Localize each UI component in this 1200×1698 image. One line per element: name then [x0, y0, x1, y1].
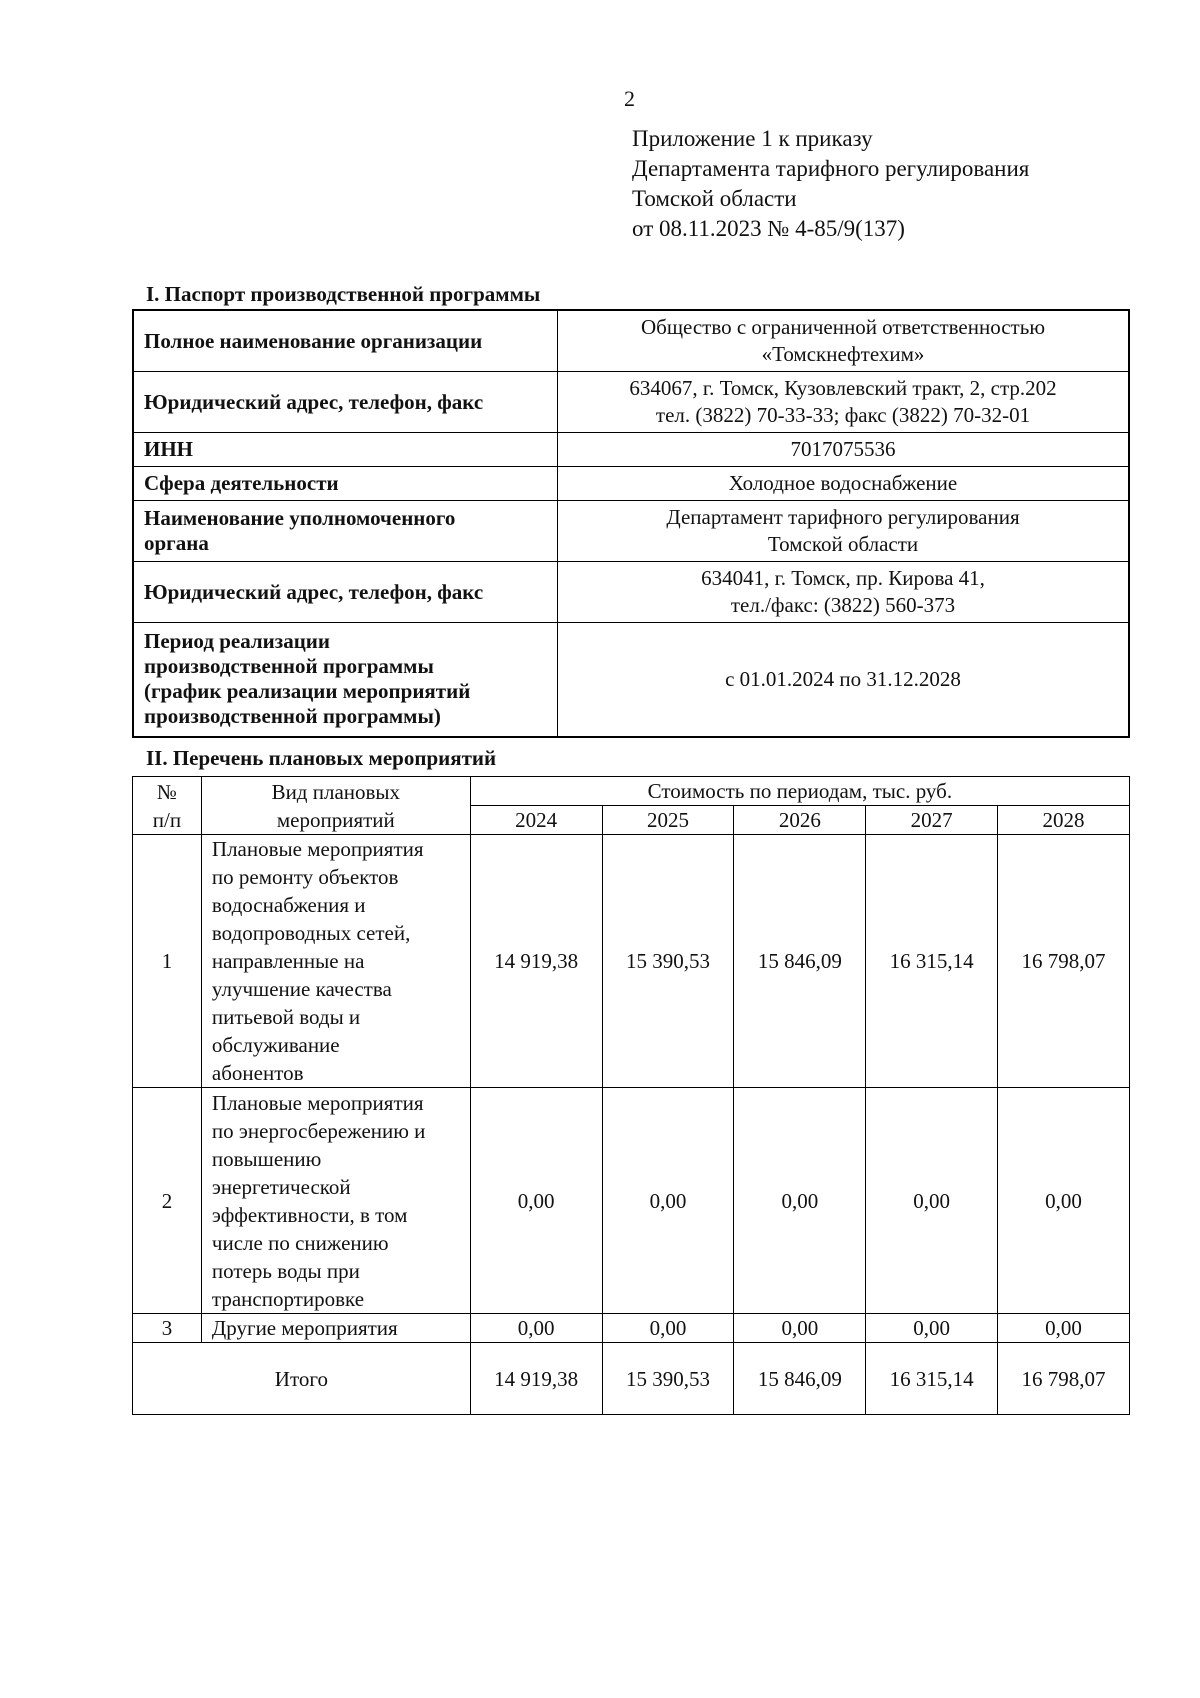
- year-header: 2024: [470, 806, 602, 835]
- cost-cell: 0,00: [470, 1088, 602, 1314]
- passport-value: [558, 562, 1130, 623]
- passport-value: [558, 501, 1130, 562]
- total-cell: 15 390,53: [602, 1343, 734, 1415]
- value-line: Общество с ограниченной ответственностью: [640, 315, 1046, 339]
- passport-label: Сфера деятельности: [133, 467, 558, 501]
- desc-line: эффективности, в том: [211, 1202, 408, 1227]
- cost-cell: 0,00: [602, 1088, 734, 1314]
- cost-cell: 16 798,07: [998, 835, 1130, 1088]
- cost-header: Стоимость по периодам, тыс. руб.: [470, 777, 1129, 806]
- section-1-title: I. Паспорт производственной программы: [146, 282, 541, 306]
- desc-line: Плановые мероприятия: [211, 837, 424, 861]
- cost-cell: 0,00: [602, 1314, 734, 1343]
- passport-value: [558, 310, 1130, 372]
- row-number: 2: [133, 1088, 202, 1314]
- desc-line: направленные на: [211, 949, 365, 973]
- label-line: Наименование уполномоченного: [144, 506, 456, 530]
- value-line: 7017075536: [790, 437, 896, 461]
- passport-row: [133, 433, 1129, 467]
- passport-value: [558, 433, 1130, 467]
- cost-cell: 0,00: [866, 1314, 998, 1343]
- year-header: 2028: [998, 806, 1130, 835]
- desc-line: питьевой воды и: [211, 1005, 361, 1029]
- passport-label: Полное наименование организации: [133, 310, 558, 372]
- cost-cell: 0,00: [866, 1088, 998, 1314]
- type-header: [201, 777, 470, 835]
- passport-value: [558, 467, 1130, 501]
- year-header: 2027: [866, 806, 998, 835]
- desc-line: абонентов: [211, 1061, 304, 1085]
- type-header-line: Вид плановых: [271, 779, 401, 804]
- table-row: [133, 1314, 1130, 1343]
- value-line: тел. (3822) 70-33-33; факс (3822) 70-32-01: [655, 403, 1031, 427]
- cost-cell: 0,00: [998, 1088, 1130, 1314]
- passport-row: [133, 372, 1129, 433]
- num-header-line: п/п: [152, 807, 182, 832]
- year-header: 2025: [602, 806, 734, 835]
- appendix-date-number: от 08.11.2023 № 4-85/9(137): [632, 216, 905, 241]
- cost-cell: 0,00: [734, 1088, 866, 1314]
- label-line: производственной программы: [144, 654, 434, 679]
- appendix-line: Приложение 1 к приказу: [632, 126, 873, 151]
- label-line: производственной программы): [144, 704, 441, 729]
- desc-line: обслуживание: [211, 1033, 340, 1057]
- value-line: тел./факс: (3822) 560-373: [730, 593, 956, 617]
- passport-row: [133, 623, 1129, 737]
- section-2-title: II. Перечень плановых мероприятий: [146, 746, 497, 770]
- cost-cell: 0,00: [470, 1314, 602, 1343]
- desc-line: водопроводных сетей,: [211, 921, 411, 945]
- passport-label: [133, 501, 558, 562]
- total-cell: 16 798,07: [998, 1343, 1130, 1415]
- cost-cell: 14 919,38: [470, 835, 602, 1088]
- total-cell: 15 846,09: [734, 1343, 866, 1415]
- num-header: [133, 777, 202, 835]
- row-number: 1: [133, 835, 202, 1088]
- label-line: Период реализации: [144, 629, 331, 654]
- row-number: 3: [133, 1314, 202, 1343]
- passport-label: [133, 623, 558, 737]
- value-line: «Томскнефтехим»: [761, 342, 925, 366]
- cost-cell: 15 390,53: [602, 835, 734, 1088]
- passport-value: [558, 623, 1130, 737]
- desc-line: по энергосбережению и: [211, 1118, 426, 1143]
- passport-row: [133, 310, 1129, 372]
- desc-line: водоснабжения и: [211, 893, 366, 917]
- cost-cell: 0,00: [734, 1314, 866, 1343]
- value-line: с 01.01.2024 по 31.12.2028: [725, 666, 961, 691]
- row-description: [201, 835, 470, 1088]
- desc-line: повышению: [211, 1146, 322, 1171]
- header-row: [133, 777, 1130, 806]
- desc-line: числе по снижению: [211, 1230, 389, 1255]
- desc-line: транспортировке: [211, 1286, 365, 1311]
- passport-label: Юридический адрес, телефон, факс: [133, 562, 558, 623]
- desc-line: Плановые мероприятия: [211, 1090, 424, 1115]
- desc-line: Другие мероприятия: [211, 1316, 398, 1340]
- total-row: [133, 1343, 1130, 1415]
- passport-row: [133, 501, 1129, 562]
- page-number: 2: [624, 86, 635, 111]
- value-line: 634041, г. Томск, пр. Кирова 41,: [701, 566, 985, 590]
- value-line: Холодное водоснабжение: [728, 471, 958, 495]
- table-row: [133, 1088, 1130, 1314]
- appendix-header: [632, 124, 1029, 244]
- passport-row: [133, 467, 1129, 501]
- passport-label: Юридический адрес, телефон, факс: [133, 372, 558, 433]
- total-cell: 16 315,14: [866, 1343, 998, 1415]
- passport-value: [558, 372, 1130, 433]
- total-cell: 14 919,38: [470, 1343, 602, 1415]
- total-label: Итого: [133, 1343, 471, 1415]
- passport-row: [133, 562, 1129, 623]
- desc-line: по ремонту объектов: [211, 865, 399, 889]
- appendix-line: Томской области: [632, 186, 797, 211]
- desc-line: энергетической: [211, 1174, 351, 1199]
- appendix-line: Департамента тарифного регулирования: [632, 156, 1030, 181]
- cost-cell: 0,00: [998, 1314, 1130, 1343]
- row-description: [201, 1088, 470, 1314]
- passport-label: ИНН: [133, 433, 558, 467]
- value-line: Томской области: [767, 532, 919, 556]
- cost-cell: 15 846,09: [734, 835, 866, 1088]
- value-line: Департамент тарифного регулирования: [666, 505, 1020, 529]
- label-line: органа: [144, 531, 209, 555]
- cost-cell: 16 315,14: [866, 835, 998, 1088]
- row-description: [201, 1314, 470, 1343]
- passport-table: [132, 309, 1130, 738]
- desc-line: потерь воды при: [211, 1258, 360, 1283]
- value-line: 634067, г. Томск, Кузовлевский тракт, 2, стр.202: [629, 376, 1057, 400]
- table-row: [133, 835, 1130, 1088]
- type-header-line: мероприятий: [276, 807, 395, 832]
- label-line: (график реализации мероприятий: [144, 679, 471, 704]
- measures-table: [132, 776, 1130, 1415]
- year-header: 2026: [734, 806, 866, 835]
- desc-line: улучшение качества: [211, 977, 392, 1001]
- num-header-line: №: [156, 779, 177, 804]
